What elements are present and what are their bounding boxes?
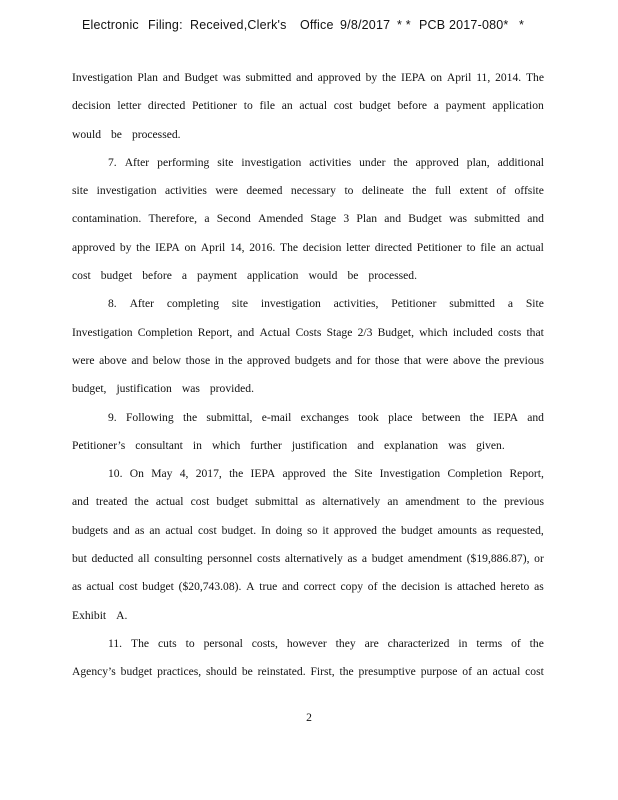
word: the [136,240,151,254]
word: offsite [514,184,544,198]
word: submittal [255,495,299,509]
word: provided. [209,382,254,396]
word: After [129,297,155,311]
word: included [452,325,493,339]
word: payment [197,269,237,283]
word: Investigation [379,467,441,481]
word: as [347,552,358,566]
word: April [446,71,472,84]
word: was [181,382,200,396]
text-line [72,608,544,636]
word: or [534,552,544,566]
word: cost [118,580,138,594]
text-line [72,211,544,239]
word: and [131,353,149,367]
paragraph-8-first-line [72,296,544,324]
word: a [361,552,368,566]
word: an [500,240,512,254]
word: that [403,353,422,367]
word: exchanges [300,410,349,424]
word: and [162,71,180,84]
word: The [525,71,544,84]
text-line [72,127,544,155]
word: site [231,297,249,311]
word: is [444,580,453,594]
word: took [358,410,379,424]
word: decision [401,580,440,594]
word: of [367,580,378,594]
word: given. [476,438,505,452]
word: May [151,467,173,481]
word: Petitioner [391,297,437,311]
word: amounts [437,523,477,537]
paragraph-9-first-line [72,410,544,438]
word: they [335,636,356,650]
word: The [131,636,150,650]
word: characterized [387,636,450,650]
word: IEPA [155,240,180,254]
word: budget [359,99,391,113]
word: file [259,99,275,113]
word: place [388,410,413,424]
word: it [322,523,329,537]
word: budget [216,495,249,509]
word: IEPA [250,467,276,481]
word: hereto [500,580,530,594]
word: the [339,665,354,679]
word: the [228,353,243,367]
word: cost [190,495,210,509]
word: justification [116,382,172,396]
word: actual [516,240,544,254]
word: presumptive [358,665,416,679]
word: the [381,523,397,537]
word: that [526,325,544,339]
word: cost [72,269,91,283]
word: and [384,212,402,226]
word: by [365,71,378,84]
word: as [134,523,145,537]
word: investigation [241,155,302,169]
word: 7. [108,155,117,169]
word: cost [333,99,353,113]
word: to [344,184,354,198]
word: budget. [221,523,257,537]
word: attached [457,580,496,594]
word: true [259,580,278,594]
page-number: 2 [306,711,312,724]
word: Petitioner [191,99,238,113]
word: Site [525,297,544,311]
electronic-filing-header [0,18,618,38]
word: correct [303,580,336,594]
word: which [211,438,241,452]
word: in [192,438,202,452]
word: the [469,410,484,424]
word: however [286,636,327,650]
text-line [72,240,544,268]
word: processed. [368,269,418,283]
word: plan, [466,155,490,169]
word: personal [203,636,243,650]
word: activities [309,155,352,169]
word: the [134,495,149,509]
word: be [347,269,359,283]
word: Report, [197,325,233,339]
word: alternatively [322,495,381,509]
word: before [142,269,172,283]
word: submitted [245,71,292,84]
word: below [152,353,182,367]
word: Completion [137,325,193,339]
text-line [72,664,544,692]
word: In [261,523,271,537]
word: directed [147,99,186,113]
word: Completion [447,467,503,481]
word: practices, [157,665,202,679]
word: budgets [294,353,331,367]
word: costs [498,325,522,339]
word: the [182,410,198,424]
word: IEPA [400,71,426,84]
word: processed. [131,127,181,141]
word: the [382,580,397,594]
word: requested, [496,523,544,537]
word: were [72,353,95,367]
word: 8. [108,297,117,311]
word: Actual [259,325,291,339]
word: The [280,240,299,254]
word: are [364,636,379,650]
word: additional [497,155,544,169]
header-office: Office [300,18,334,32]
text-line [72,494,544,522]
word: cuts [157,636,177,650]
word: all [138,552,150,566]
word: cost [197,523,217,537]
word: April [200,240,226,254]
word: submitted [474,212,520,226]
word: application [492,99,544,113]
word: 9. [108,410,117,424]
word: consultant [135,438,183,452]
word: to [185,636,195,650]
word: 2014. [495,71,522,84]
word: the [529,636,544,650]
word: of [511,636,521,650]
word: to [466,495,476,509]
word: delineate [361,184,404,198]
header-filing: Filing: [148,18,183,32]
word: performing [157,155,210,169]
word: on [184,240,197,254]
word: an [476,665,488,679]
word: and [335,353,353,367]
word: the [332,467,348,481]
word: approved [317,71,361,84]
word: e-mail [261,410,292,424]
word: terms [476,636,503,650]
word: payment [445,99,486,113]
word: On [129,467,144,481]
word: were [215,184,238,198]
word: doing [275,523,303,537]
word: site [217,155,234,169]
word: activities [164,184,207,198]
word: alternatively [284,552,343,566]
word: amendment [407,552,463,566]
word: budget, [72,382,107,396]
word: Amended [258,212,304,226]
word: were [425,353,449,367]
word: in [458,636,468,650]
word: budget [100,269,133,283]
word: as [72,580,82,594]
word: Plan [137,71,158,84]
word: Petitioner’s [72,438,126,452]
word: submittal, [206,410,253,424]
word: Site [354,467,373,481]
word: the [393,155,408,169]
word: First, [310,665,335,679]
word: application [246,269,299,283]
word: 4, [179,467,189,481]
word: and [113,523,130,537]
word: personnel [207,552,253,566]
word: necessary [290,184,336,198]
word: treated [95,495,128,509]
header-trailing-star: * [519,18,525,32]
word: letter [117,99,142,113]
word: previous [504,353,544,367]
word: Costs [295,325,322,339]
word: ($19,886.87), [466,552,530,566]
word: Petitioner [416,240,462,254]
word: approved [282,467,326,481]
word: decision [72,99,111,113]
text-line [72,523,544,551]
word: and [282,580,299,594]
word: the [229,467,244,481]
word: the [482,495,497,509]
word: budget [401,523,433,537]
word: 11. [108,636,123,650]
word: Stage [326,325,353,339]
word: which [419,325,448,339]
word: was [222,71,241,84]
text-line [72,268,544,296]
word: the [412,184,427,198]
word: Exhibit [72,608,107,622]
word: would [72,127,101,141]
document-body [72,70,544,693]
word: an [387,495,399,509]
word: actual [299,99,328,113]
word: 14, [230,240,245,254]
text-line [72,353,544,381]
word: Second [216,212,251,226]
word: deducted [91,552,134,566]
word: and [527,410,544,424]
word: site [72,184,89,198]
word: Budget [408,212,442,226]
text-line [72,579,544,607]
word: a [204,212,210,226]
word: would [308,269,338,283]
word: of [462,665,472,679]
word: in [214,353,224,367]
word: actual [165,523,194,537]
word: under [359,155,386,169]
word: Following [125,410,174,424]
word: those [374,353,400,367]
word: approved [72,240,116,254]
text-line [72,70,544,98]
word: ($20,743.08). [178,580,242,594]
word: completing [166,297,220,311]
word: investigation [260,297,321,311]
word: 2016. [249,240,276,254]
word: and [72,495,89,509]
word: Therefore, [148,212,198,226]
word: 11, [476,71,491,84]
word: Report, [509,467,544,481]
header-received: Received,Clerk's [190,18,287,32]
word: reinstated. [257,665,306,679]
word: justification [291,438,348,452]
word: and [527,212,544,226]
word: an [149,523,161,537]
word: Plan [356,212,378,226]
text-line [72,438,544,466]
word: budget [371,552,404,566]
word: IEPA [493,410,518,424]
word: submitted [449,297,495,311]
word: actual [492,665,521,679]
text-line [72,183,544,211]
word: 2/3 [357,325,373,339]
word: Budget, [377,325,415,339]
word: by [119,240,132,254]
word: should [206,665,237,679]
word: to [243,99,253,113]
word: Stage [310,212,337,226]
word: so [307,523,318,537]
word: as [305,495,316,509]
word: be [241,665,253,679]
word: A [246,580,255,594]
text-line [72,325,544,353]
word: as [481,523,492,537]
word: Agency’s [72,665,116,679]
word: and [296,71,313,84]
word: activities, [333,297,379,311]
word: copy [340,580,364,594]
word: 3 [343,212,350,226]
word: as [534,580,544,594]
word: the [485,353,500,367]
header-stars: * * [397,18,411,32]
word: for [356,353,371,367]
header-case-number: PCB 2017-080* [419,18,509,32]
word: investigation [96,184,157,198]
word: cost [525,665,544,679]
word: above [453,353,481,367]
text-line [72,98,544,126]
word: Investigation [72,71,133,84]
word: amendment [405,495,460,509]
word: to [466,240,476,254]
word: be [110,127,122,141]
word: was [448,438,467,452]
word: budget [120,665,153,679]
word: approved [333,523,377,537]
word: a [507,297,513,311]
word: of [496,184,507,198]
word: A. [116,608,128,622]
word: previous [504,495,544,509]
word: but [72,552,87,566]
word: directed [374,240,413,254]
word: approved [415,155,459,169]
word: between [421,410,461,424]
text-line [72,381,544,409]
word: and [357,438,374,452]
word: Budget [184,71,218,84]
word: explanation [383,438,439,452]
word: extent [459,184,488,198]
word: and [237,325,255,339]
word: costs [257,552,281,566]
word: actual [86,580,115,594]
word: file [480,240,496,254]
word: above [99,353,127,367]
word: the [381,71,397,84]
word: full [434,184,452,198]
word: before [397,99,428,113]
word: costs, [251,636,278,650]
paragraph-7-first-line [72,155,544,183]
word: decision [302,240,342,254]
word: was [449,212,468,226]
header-date: 9/8/2017 [340,18,391,32]
word: purpose [420,665,458,679]
word: Investigation [72,325,133,339]
word: budget [142,580,174,594]
word: contamination. [72,212,142,226]
word: consulting [154,552,203,566]
word: 2017, [195,467,222,481]
word: on [430,71,443,84]
word: a [433,99,439,113]
paragraph-11-first-line [72,636,544,664]
word: approved [247,353,291,367]
paragraph-10-first-line [72,466,544,494]
word: an [281,99,293,113]
word: deemed [246,184,283,198]
word: those [185,353,211,367]
word: After [124,155,150,169]
word: further [250,438,282,452]
header-electronic: Electronic [82,18,139,32]
word: 10. [108,467,123,481]
word: budgets [72,523,109,537]
text-line [72,551,544,579]
word: a [181,269,188,283]
word: actual [155,495,184,509]
word: letter [346,240,370,254]
